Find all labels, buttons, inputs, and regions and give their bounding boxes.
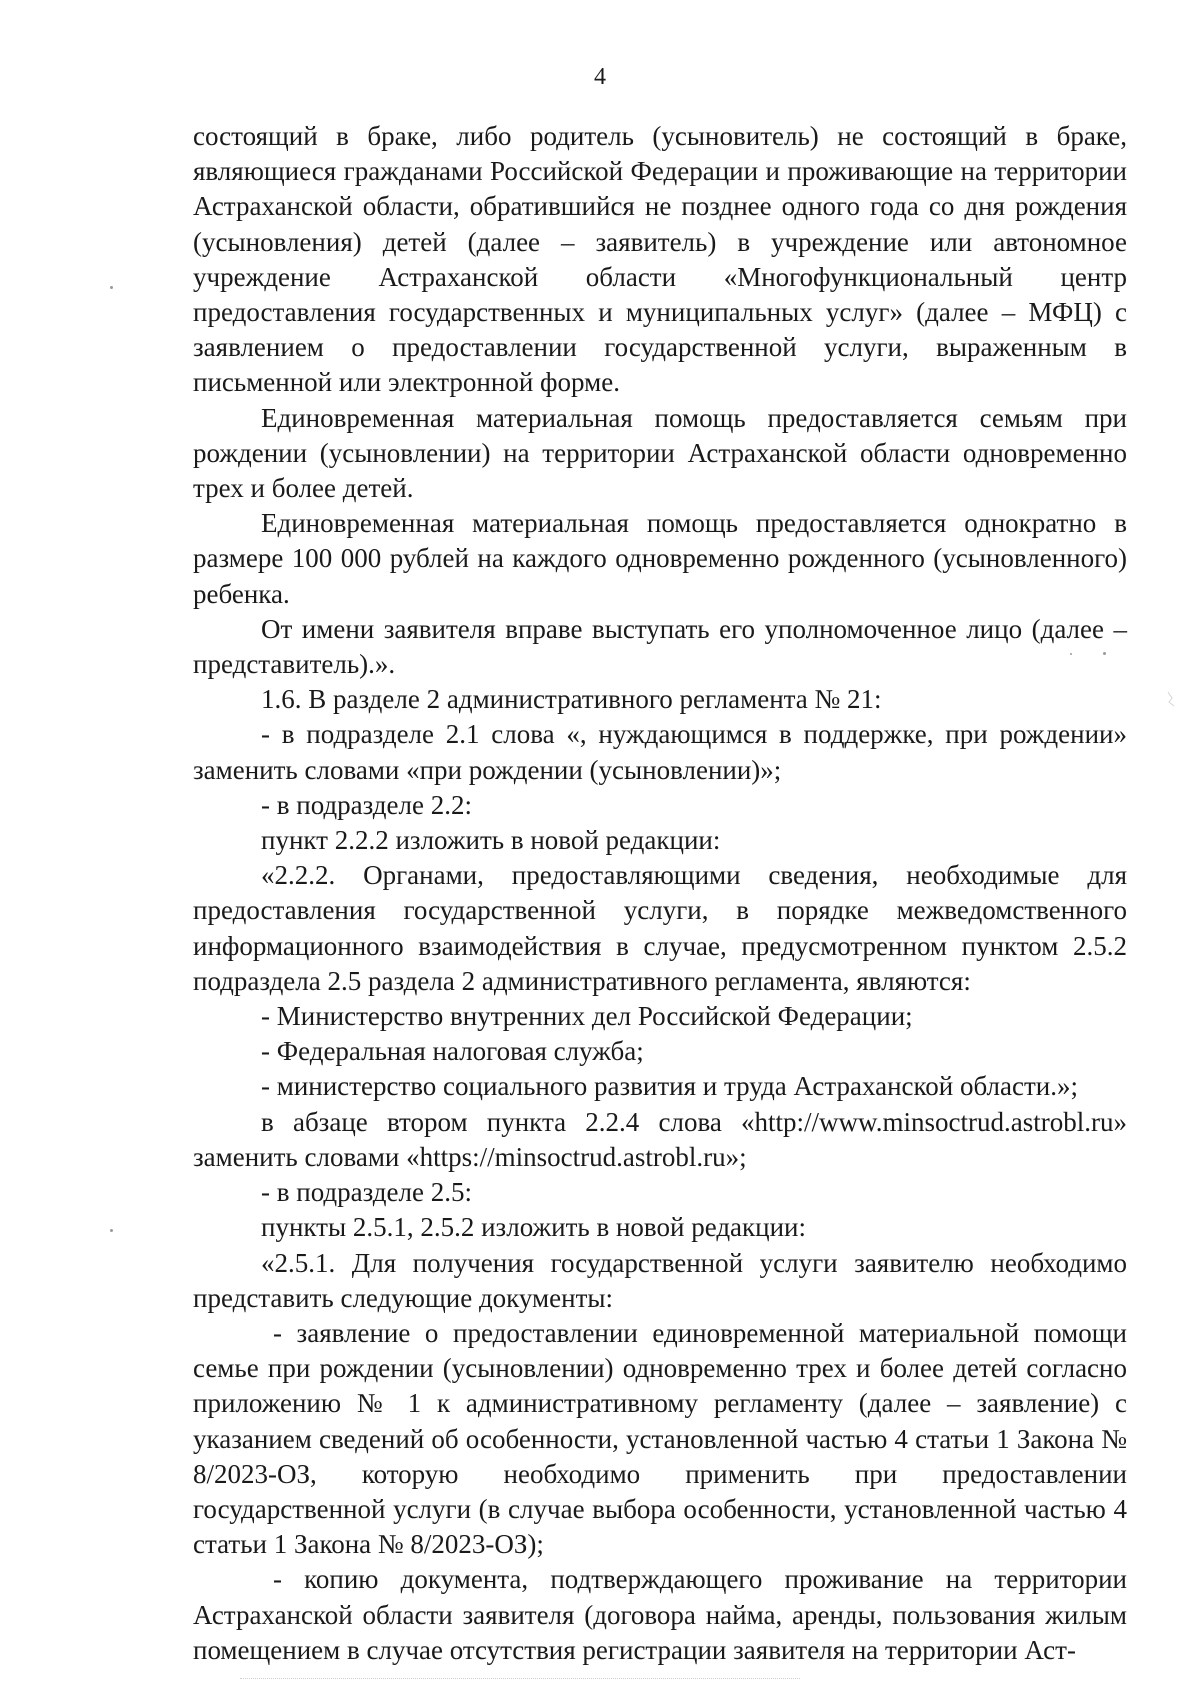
- page-number: 4: [594, 64, 606, 90]
- list-item: - министерство социального развития и труда Астраханской области.»;: [261, 1071, 1078, 1102]
- paragraph: «2.2.2. Органами, предоставляющими сведения, необходимые для предоставления государственной услуги, в порядке межведомственного информационного взаимодействия в случае, предусмотренном пунктом 2.5.2 подраздела 2.5 раздела 2 административного регламента, являются:: [193, 860, 1127, 996]
- paragraph: - в подразделе 2.2:: [261, 789, 472, 820]
- paragraph: Единовременная материальная помощь предоставляется однократно в размере 100 000 рублей на каждого одновременно рожденного (усыновленного) ребенка.: [193, 508, 1127, 609]
- paragraph: 1.6. В разделе 2 административного регламента № 21:: [261, 684, 882, 715]
- paragraph: пункт 2.2.2 изложить в новой редакции:: [261, 825, 721, 856]
- paragraph: пункты 2.5.1, 2.5.2 изложить в новой редакции:: [261, 1212, 807, 1243]
- scan-speck: [110, 1229, 113, 1232]
- scan-mark: [1166, 690, 1176, 708]
- paragraph: Единовременная материальная помощь предоставляется семьям при рождении (усыновлении) на территории Астраханской области одновременно трех и более детей.: [193, 402, 1127, 504]
- list-item: - копию документа, подтверждающего проживание на территории Астраханской области заявителя (договора найма, аренды, пользования жилым помещением в случае отсутствия регистрации заявителя на территории Аст-: [193, 1564, 1127, 1665]
- paragraph: От имени заявителя вправе выступать его уполномоченное лицо (далее – представитель).».: [193, 613, 1127, 680]
- document-body: [193, 119, 1127, 1668]
- paragraph: в абзаце втором пункта 2.2.4 слова «http://www.minsoctrud.astrobl.ru» заменить словами «https://minsoctrud.astrobl.ru»;: [193, 1106, 1127, 1172]
- list-item: - Министерство внутренних дел Российской Федерации;: [261, 1001, 913, 1032]
- paragraph: «2.5.1. Для получения государственной услуги заявителю необходимо представить следующие документы:: [193, 1247, 1127, 1313]
- paragraph: состоящий в браке, либо родитель (усыновитель) не состоящий в браке, являющиеся гражданами Российской Федерации и проживающие на территории Астраханской области, обратившийся не позднее одного года со дня рождения (усыновления) детей (далее – заявитель) в учреждение или автономное учреждение Астраханской области «Многофункциональный центр предоставления государственных и муниципальных услуг» (далее – МФЦ) с заявлением о предоставлении государственной услуги, выраженным в письменной или электронной форме.: [193, 121, 1127, 398]
- scan-noise: [240, 1678, 800, 1681]
- scan-speck: [110, 286, 113, 289]
- list-item: - заявление о предоставлении единовременной материальной помощи семье при рождении (усыновлении) одновременно трех и более детей согласно приложению № 1 к административному регламенту (далее – заявление) с указанием сведений об особенности, установленной частью 4 статьи 1 Закона № 8/2023-ОЗ, которую необходимо применить при предоставлении государственной услуги (в случае выбора особенности, установленной частью 4 статьи 1 Закона № 8/2023-ОЗ);: [193, 1317, 1127, 1560]
- scan-speck: [1103, 652, 1106, 655]
- list-item: - Федеральная налоговая служба;: [261, 1036, 644, 1067]
- scan-speck: [1070, 653, 1072, 655]
- paragraph: - в подразделе 2.1 слова «, нуждающимся в поддержке, при рождении» заменить словами «при рождении (усыновлении)»;: [193, 719, 1127, 785]
- paragraph: - в подразделе 2.5:: [261, 1177, 472, 1208]
